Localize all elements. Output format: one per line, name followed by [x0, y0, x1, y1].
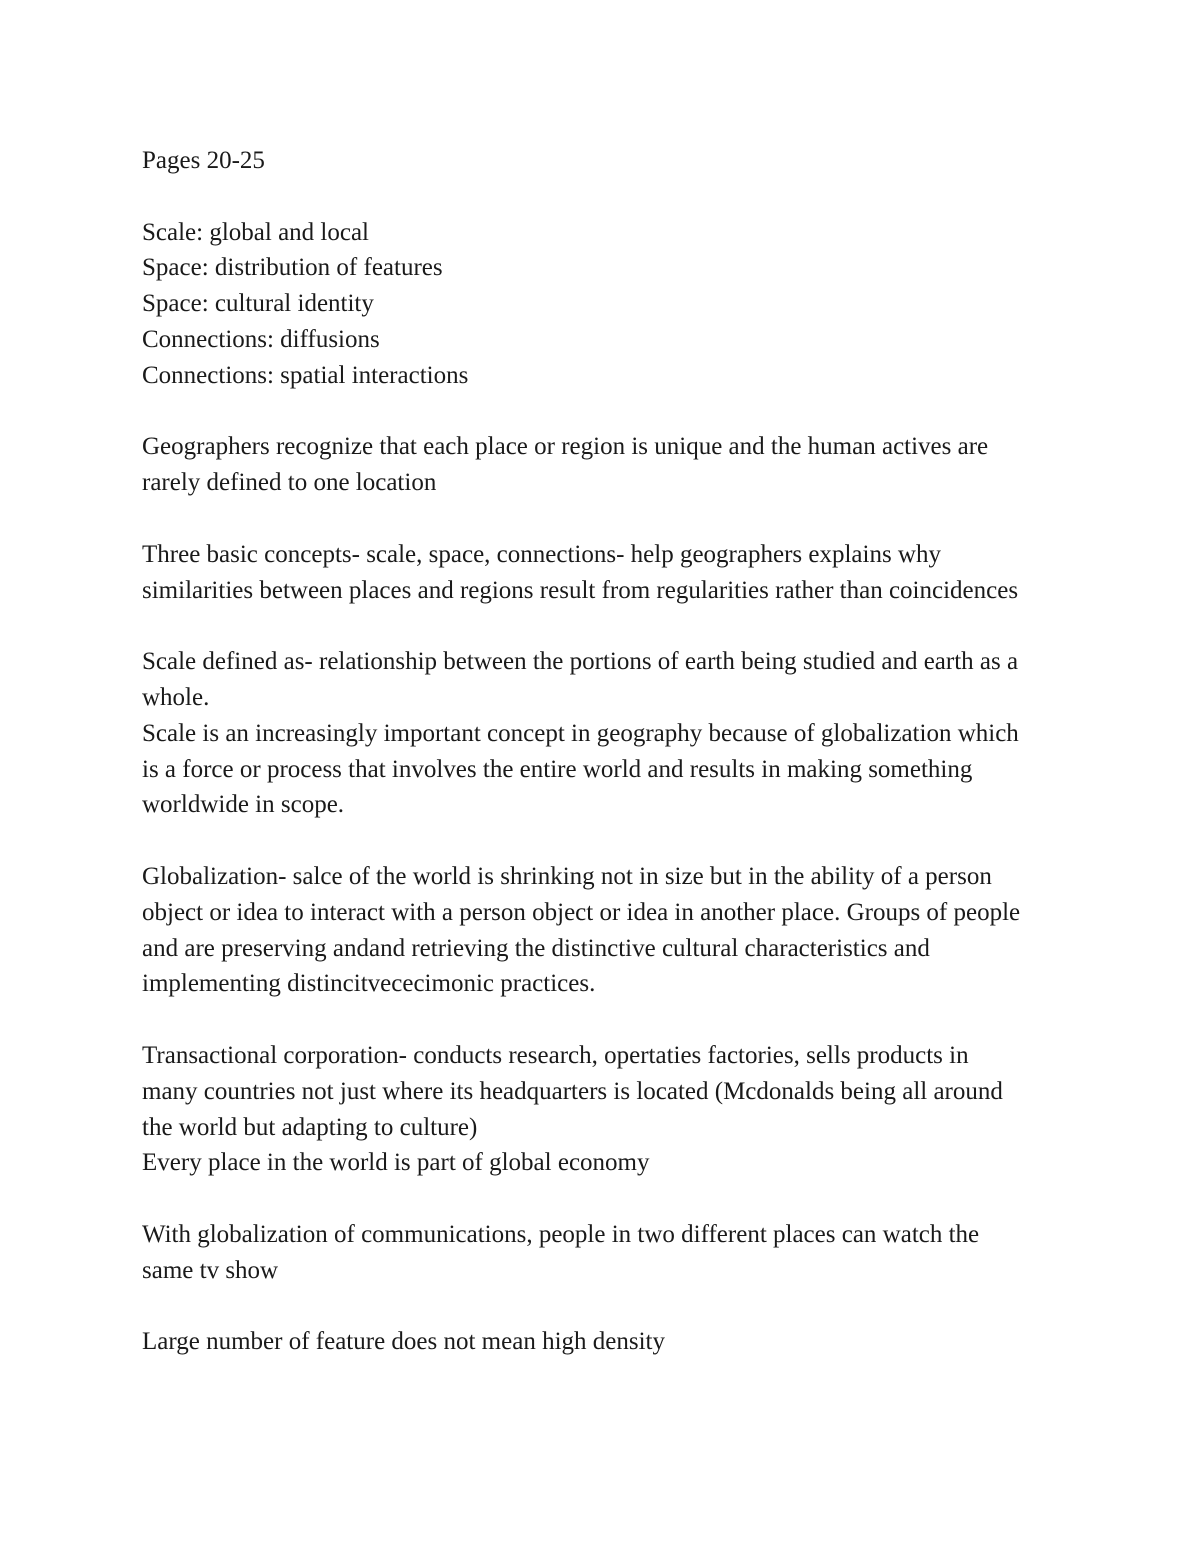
paragraph-line: whole.: [142, 683, 210, 711]
paragraph-line: many countries not just where its headquarters is located (Mcdonalds being all around: [142, 1077, 1003, 1105]
paragraph-globalization: [142, 859, 1072, 1002]
paragraph-scale: [142, 644, 1072, 823]
paragraph-line: Globalization- salce of the world is shrinking not in size but in the ability of a person: [142, 862, 992, 890]
paragraph-line: Scale is an increasingly important concept in geography because of globalization which: [142, 719, 1019, 747]
topic-item: Scale: global and local: [142, 218, 370, 246]
spacer: [142, 823, 1072, 859]
paragraph-line: With globalization of communications, people in two different places can watch the: [142, 1220, 980, 1248]
topic-item: Space: distribution of features: [142, 254, 443, 282]
paragraph-line: similarities between places and regions result from regularities rather than coincidences: [142, 576, 1019, 604]
spacer: [142, 1289, 1072, 1325]
paragraph-line: Three basic concepts- scale, space, connections- help geographers explains why: [142, 540, 941, 568]
paragraph-line: rarely defined to one location: [142, 469, 437, 497]
topic-item: Connections: diffusions: [142, 325, 380, 353]
paragraph-line: Every place in the world is part of global economy: [142, 1149, 650, 1177]
paragraph-line: the world but adapting to culture): [142, 1113, 478, 1141]
paragraph-line: and are preserving andand retrieving the distinctive cultural characteristics and: [142, 934, 930, 962]
spacer: [142, 1181, 1072, 1217]
paragraph-line: Large number of feature does not mean high density: [142, 1328, 665, 1356]
topic-item: Space: cultural identity: [142, 290, 374, 318]
paragraph-line: Scale defined as- relationship between the portions of earth being studied and earth as a: [142, 648, 1019, 676]
paragraph-line: is a force or process that involves the entire world and results in making something: [142, 755, 973, 783]
spacer: [142, 179, 1072, 215]
paragraph-line: Geographers recognize that each place or region is unique and the human actives are: [142, 433, 989, 461]
spacer: [142, 608, 1072, 644]
spacer: [142, 394, 1072, 430]
paragraph-density: [142, 1324, 1072, 1360]
paragraph-communications: [142, 1217, 1072, 1289]
paragraph-line: object or idea to interact with a person object or idea in another place. Groups of people: [142, 898, 1021, 926]
spacer: [142, 1002, 1072, 1038]
paragraph-line: worldwide in scope.: [142, 791, 345, 819]
paragraph-line: same tv show: [142, 1256, 279, 1284]
spacer: [142, 501, 1072, 537]
paragraph-line: implementing distincitvececimonic practices.: [142, 970, 596, 998]
paragraph-corporation: [142, 1038, 1072, 1181]
paragraph-line: Transactional corporation- conducts research, opertaties factories, sells products in: [142, 1041, 969, 1069]
topic-item: Connections: spatial interactions: [142, 361, 469, 389]
paragraph-basic-concepts: [142, 537, 1072, 609]
document-body: [142, 143, 1072, 1360]
paragraph-geographers: [142, 429, 1072, 501]
topic-list: [142, 215, 1072, 394]
page-heading: Pages 20-25: [142, 147, 265, 174]
